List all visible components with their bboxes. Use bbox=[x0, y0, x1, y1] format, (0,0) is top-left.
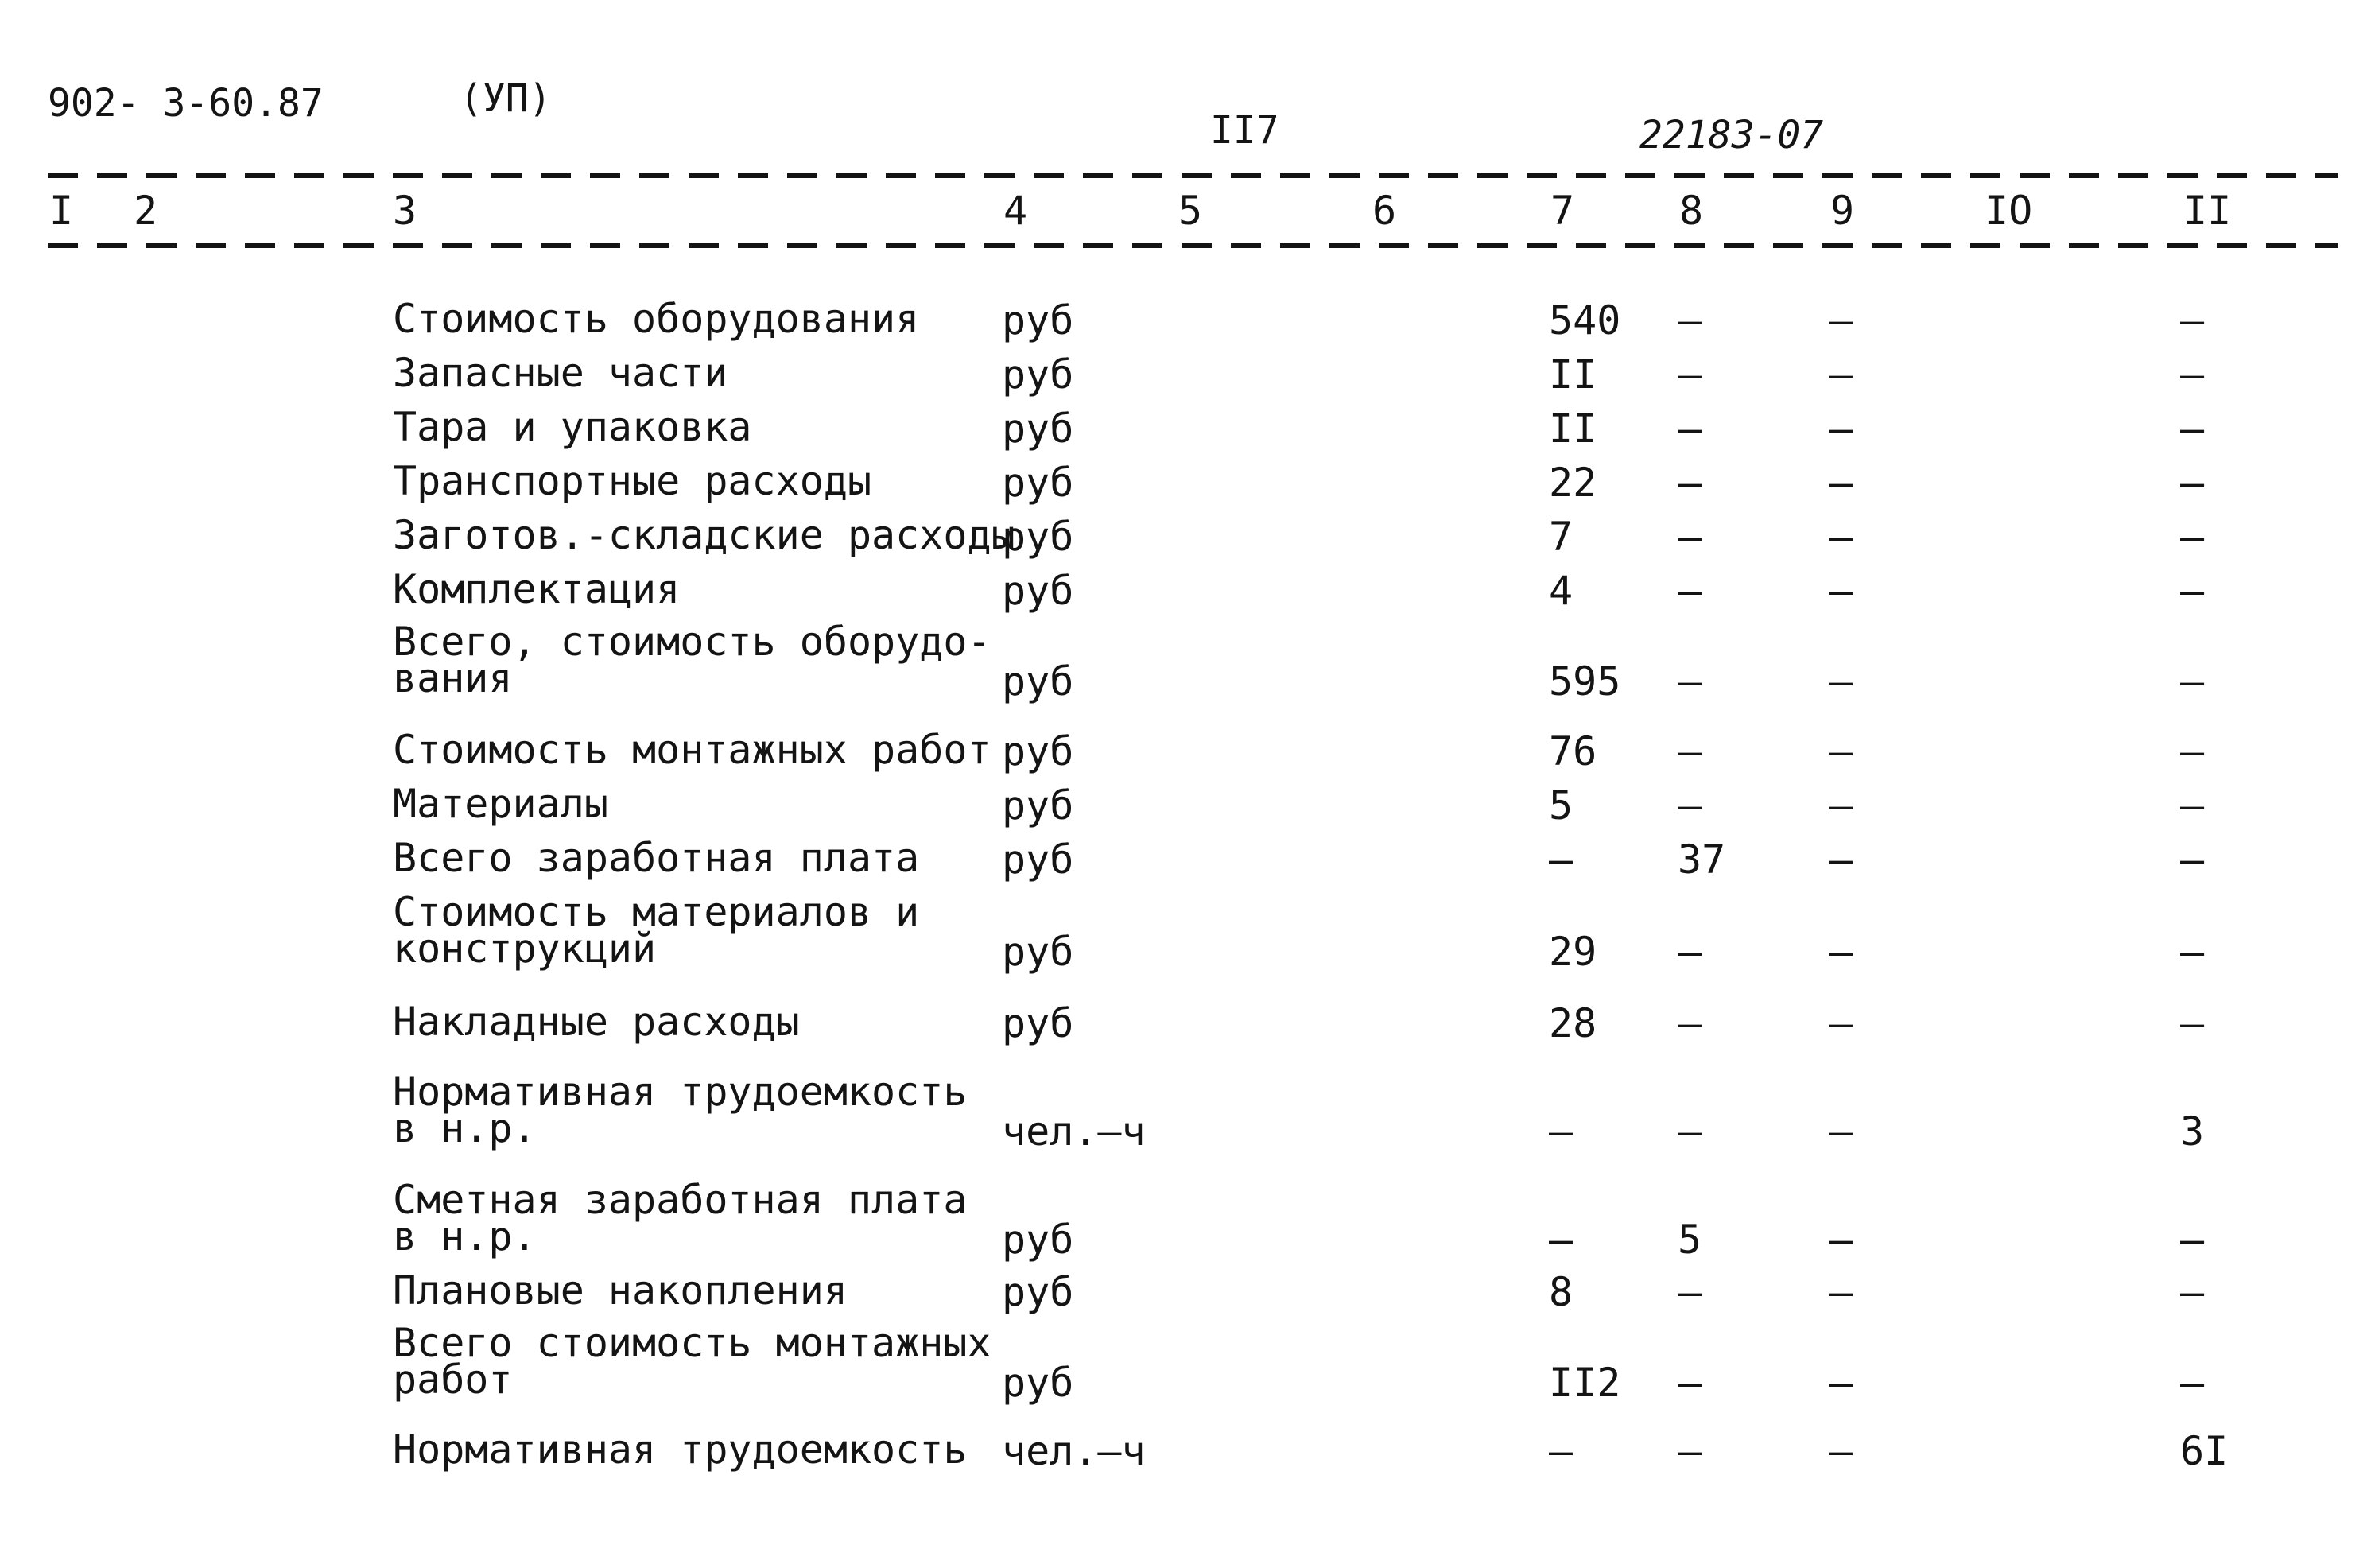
row-unit: руб bbox=[1002, 836, 1074, 883]
row-unit: руб bbox=[1002, 514, 1074, 560]
row-value-col8: – bbox=[1678, 929, 1702, 975]
row-unit: руб bbox=[1002, 406, 1074, 452]
row-unit: руб bbox=[1002, 1217, 1074, 1263]
row-unit: руб bbox=[1002, 929, 1074, 975]
row-value-col7: 28 bbox=[1549, 1000, 1597, 1046]
row-value-col9: – bbox=[1829, 1217, 1853, 1263]
row-value-col9: – bbox=[1829, 568, 1853, 614]
row-label: Накладные расходы bbox=[393, 999, 800, 1045]
row-value-col8: – bbox=[1678, 1269, 1702, 1315]
row-unit: руб bbox=[1002, 351, 1074, 398]
column-number: 5 bbox=[1178, 188, 1203, 234]
row-value-col8: – bbox=[1678, 460, 1702, 506]
row-value-col11: – bbox=[2180, 514, 2205, 560]
row-value-col11: – bbox=[2180, 658, 2205, 704]
row-value-col8: – bbox=[1678, 297, 1702, 343]
row-value-col9: – bbox=[1829, 1000, 1853, 1046]
row-value-col11: – bbox=[2180, 728, 2205, 774]
row-value-col9: – bbox=[1829, 1269, 1853, 1315]
row-value-col11: – bbox=[2180, 1217, 2205, 1263]
row-value-col11: 3 bbox=[2180, 1108, 2205, 1155]
row-value-col11: – bbox=[2180, 836, 2205, 883]
row-value-col11: – bbox=[2180, 1000, 2205, 1046]
row-value-col8: 5 bbox=[1678, 1217, 1702, 1263]
row-unit: руб bbox=[1002, 460, 1074, 506]
album-code: 22183-07 bbox=[1639, 113, 1824, 157]
row-value-col7: 5 bbox=[1549, 782, 1573, 829]
row-value-col9: – bbox=[1829, 1360, 1853, 1406]
row-value-col9: – bbox=[1829, 929, 1853, 975]
row-value-col11: 6I bbox=[2180, 1428, 2229, 1474]
row-value-col11: – bbox=[2180, 568, 2205, 614]
row-value-col8: – bbox=[1678, 782, 1702, 829]
header-top-rule bbox=[48, 173, 2338, 178]
row-label: Транспортные расходы bbox=[393, 458, 872, 504]
row-value-col9: – bbox=[1829, 1108, 1853, 1155]
document-code: 902- 3-60.87 bbox=[48, 81, 324, 126]
row-value-col7: II2 bbox=[1549, 1360, 1621, 1406]
row-value-col11: – bbox=[2180, 460, 2205, 506]
row-label: Стоимость материалов и конструкций bbox=[393, 889, 920, 972]
row-value-col8: – bbox=[1678, 1360, 1702, 1406]
row-value-col11: – bbox=[2180, 406, 2205, 452]
row-value-col11: – bbox=[2180, 929, 2205, 975]
row-value-col9: – bbox=[1829, 297, 1853, 343]
row-unit: руб bbox=[1002, 728, 1074, 774]
row-unit: руб bbox=[1002, 297, 1074, 343]
row-value-col7: II bbox=[1549, 406, 1597, 452]
row-value-col11: – bbox=[2180, 297, 2205, 343]
row-value-col7: – bbox=[1549, 1108, 1573, 1155]
row-value-col9: – bbox=[1829, 1428, 1853, 1474]
row-label: Всего стоимость монтажных работ bbox=[393, 1320, 991, 1403]
row-value-col9: – bbox=[1829, 728, 1853, 774]
row-value-col8: – bbox=[1678, 658, 1702, 704]
row-value-col7: 4 bbox=[1549, 568, 1573, 614]
row-value-col11: – bbox=[2180, 782, 2205, 829]
row-label: Нормативная трудоемкость bbox=[393, 1426, 968, 1473]
row-label: Всего, стоимость оборудо- вания bbox=[393, 619, 991, 701]
row-label: Стоимость монтажных работ bbox=[393, 727, 991, 773]
row-value-col8: – bbox=[1678, 1428, 1702, 1474]
row-unit: руб bbox=[1002, 1360, 1074, 1406]
row-label: Заготов.-складские расходы bbox=[393, 512, 1015, 558]
column-number: 3 bbox=[393, 188, 417, 234]
row-value-col8: – bbox=[1678, 1000, 1702, 1046]
row-unit: руб bbox=[1002, 782, 1074, 829]
row-value-col9: – bbox=[1829, 782, 1853, 829]
column-number: 9 bbox=[1830, 188, 1855, 234]
row-label: Комплектация bbox=[393, 566, 681, 612]
row-value-col11: – bbox=[2180, 1269, 2205, 1315]
row-label: Материалы bbox=[393, 781, 608, 827]
row-value-col9: – bbox=[1829, 351, 1853, 398]
row-unit: руб bbox=[1002, 1269, 1074, 1315]
column-number: IO bbox=[1985, 188, 2033, 234]
row-value-col7: 7 bbox=[1549, 514, 1573, 560]
row-value-col9: – bbox=[1829, 460, 1853, 506]
row-value-col7: 22 bbox=[1549, 460, 1597, 506]
row-label: Тара и упаковка bbox=[393, 404, 752, 450]
row-label: Плановые накопления bbox=[393, 1267, 848, 1314]
row-value-col8: – bbox=[1678, 351, 1702, 398]
row-unit: чел.–ч bbox=[1002, 1428, 1146, 1474]
document-type: (УП) bbox=[460, 76, 552, 121]
row-value-col7: 595 bbox=[1549, 658, 1621, 704]
row-value-col11: – bbox=[2180, 1360, 2205, 1406]
row-value-col9: – bbox=[1829, 658, 1853, 704]
column-number: 2 bbox=[134, 188, 158, 234]
row-value-col8: – bbox=[1678, 406, 1702, 452]
row-value-col7: 540 bbox=[1549, 297, 1621, 343]
row-unit: руб bbox=[1002, 1000, 1074, 1046]
row-value-col7: 8 bbox=[1549, 1269, 1573, 1315]
page-number: II7 bbox=[1210, 108, 1279, 153]
row-value-col9: – bbox=[1829, 514, 1853, 560]
column-number: 8 bbox=[1679, 188, 1704, 234]
column-number: 7 bbox=[1550, 188, 1575, 234]
row-value-col9: – bbox=[1829, 406, 1853, 452]
column-number: 4 bbox=[1003, 188, 1028, 234]
row-value-col7: 29 bbox=[1549, 929, 1597, 975]
row-value-col7: II bbox=[1549, 351, 1597, 398]
row-unit: руб bbox=[1002, 568, 1074, 614]
row-value-col8: – bbox=[1678, 728, 1702, 774]
row-value-col7: – bbox=[1549, 1428, 1573, 1474]
row-value-col8: – bbox=[1678, 568, 1702, 614]
column-number: I bbox=[49, 188, 74, 234]
row-label: Нормативная трудоемкость в н.р. bbox=[393, 1069, 968, 1151]
row-unit: руб bbox=[1002, 658, 1074, 704]
row-value-col9: – bbox=[1829, 836, 1853, 883]
row-value-col8: – bbox=[1678, 514, 1702, 560]
row-value-col7: – bbox=[1549, 1217, 1573, 1263]
row-value-col7: 76 bbox=[1549, 728, 1597, 774]
row-value-col8: 37 bbox=[1678, 836, 1726, 883]
row-value-col8: – bbox=[1678, 1108, 1702, 1155]
row-label: Запасные части bbox=[393, 350, 728, 396]
row-unit: чел.–ч bbox=[1002, 1108, 1146, 1155]
row-label: Стоимость оборудования bbox=[393, 296, 920, 342]
row-value-col11: – bbox=[2180, 351, 2205, 398]
header-bottom-rule bbox=[48, 243, 2338, 248]
column-number: 6 bbox=[1372, 188, 1397, 234]
row-value-col7: – bbox=[1549, 836, 1573, 883]
row-label: Всего заработная плата bbox=[393, 835, 920, 881]
row-label: Сметная заработная плата в н.р. bbox=[393, 1177, 968, 1259]
column-number: II bbox=[2183, 188, 2232, 234]
